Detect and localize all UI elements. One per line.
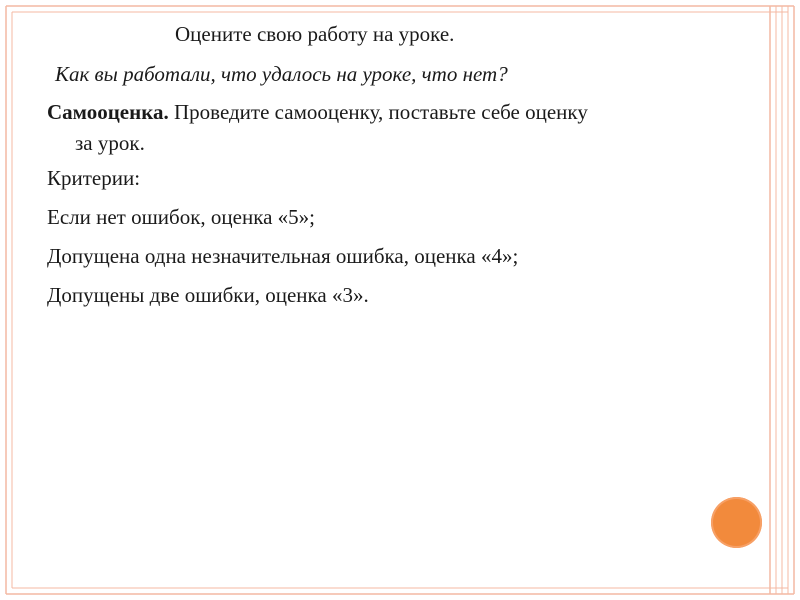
slide-title: Оцените свою работу на уроке. bbox=[175, 22, 455, 46]
accent-circle bbox=[711, 497, 762, 548]
criterion-item: Допущена одна незначительная ошибка, оценка «4»; bbox=[47, 244, 519, 268]
criterion-item: Если нет ошибок, оценка «5»; bbox=[47, 205, 315, 229]
self-assessment-line bbox=[47, 99, 588, 125]
self-assessment-continuation: за урок. bbox=[75, 131, 145, 155]
self-assessment-label: Самооценка. bbox=[47, 100, 169, 124]
reflection-question: Как вы работали, что удалось на уроке, что нет? bbox=[55, 62, 508, 86]
criteria-heading: Критерии: bbox=[47, 166, 141, 190]
criterion-item: Допущены две ошибки, оценка «3». bbox=[47, 283, 369, 307]
self-assessment-text: Проведите самооценку, поставьте себе оценку bbox=[168, 100, 588, 124]
